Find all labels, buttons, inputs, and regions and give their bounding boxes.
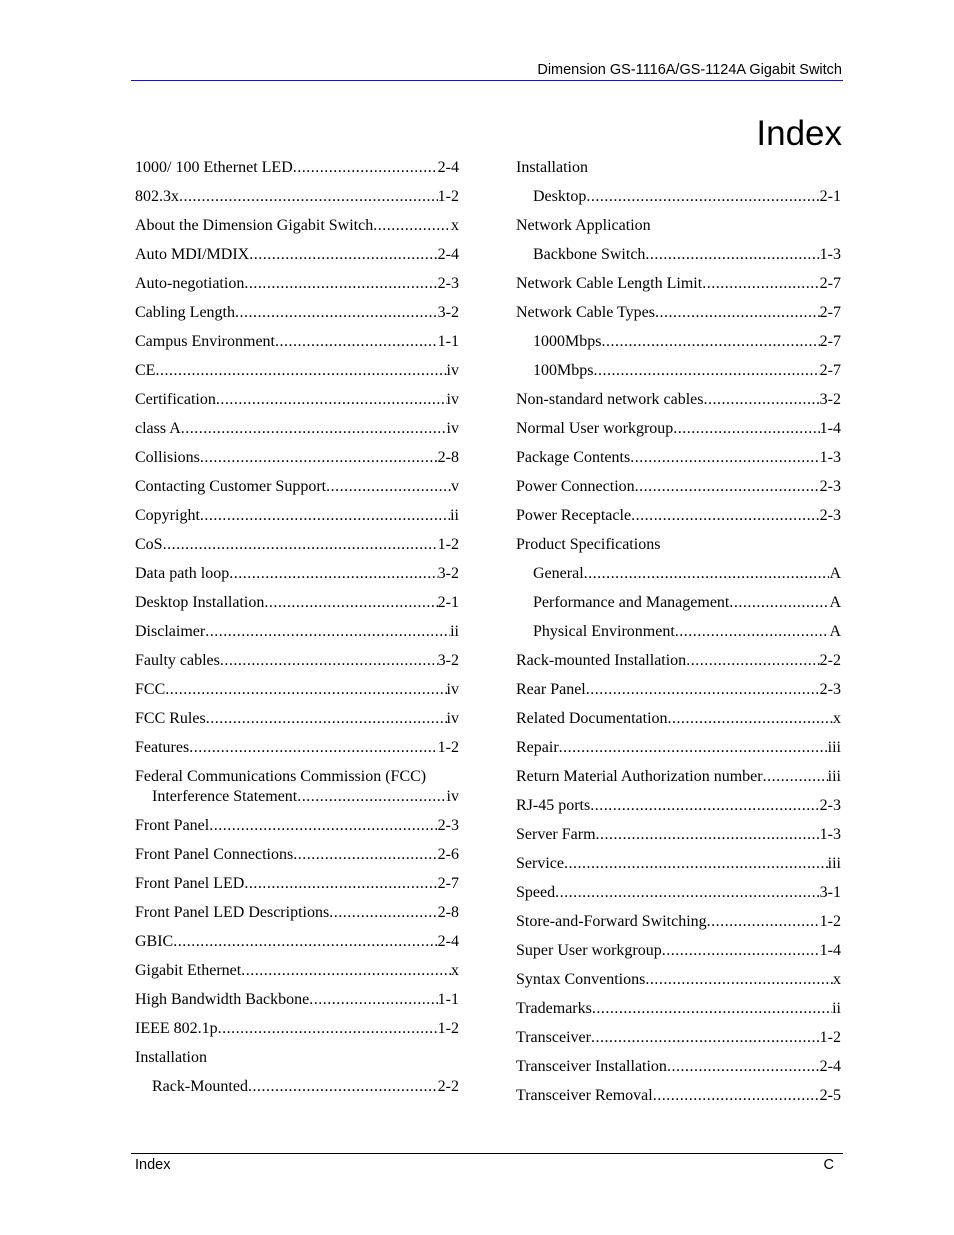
index-entry[interactable] (135, 709, 459, 729)
index-entry-page: 3-2 (819, 391, 841, 408)
dot-leader (729, 593, 829, 613)
index-entry-page: 2-7 (819, 362, 841, 379)
index-entry-label: Performance and Management (533, 594, 730, 611)
header-title: Dimension GS-1116A/GS-1124A Gigabit Switch (537, 62, 842, 78)
dot-leader (189, 738, 437, 758)
index-entry-page: 2-3 (437, 817, 459, 834)
index-entry[interactable] (516, 274, 841, 294)
index-entry-label: Campus Environment (135, 333, 275, 350)
dot-leader (205, 622, 450, 642)
dot-leader (220, 651, 438, 671)
index-entry-page: x (451, 962, 459, 979)
index-entry-page: ii (450, 623, 459, 640)
index-entry-page: x (833, 710, 841, 727)
index-heading: Installation (516, 159, 588, 176)
index-entry-label: Transceiver (516, 1029, 591, 1046)
index-entry-label: Normal User workgroup (516, 420, 674, 437)
dot-leader (275, 332, 438, 352)
index-entry-page: iv (446, 420, 459, 437)
dot-leader (206, 709, 447, 729)
dot-leader (668, 709, 833, 729)
index-entry-page: A (829, 623, 841, 640)
index-entry[interactable] (135, 564, 459, 584)
index-entry-label: Desktop Installation (135, 594, 265, 611)
index-entry[interactable] (516, 1057, 841, 1077)
index-entry-label: Front Panel Connections (135, 846, 294, 863)
dot-leader (165, 680, 446, 700)
footer-rule (131, 1153, 843, 1154)
index-entry-continuation-line (135, 787, 459, 807)
index-entry[interactable] (135, 874, 459, 894)
index-entry[interactable] (516, 303, 841, 323)
index-entry-label: FCC (135, 681, 166, 698)
dot-leader (635, 477, 820, 497)
index-entry-label: GBIC (135, 933, 174, 950)
dot-leader (229, 564, 437, 584)
index-entry-label: Collisions (135, 449, 200, 466)
index-entry-page: 3-2 (437, 652, 459, 669)
dot-leader (673, 419, 819, 439)
index-entry-page: 2-1 (819, 188, 841, 205)
index-entry-label: 802.3x (135, 188, 179, 205)
index-entry[interactable] (516, 709, 841, 729)
index-entry-label: Auto-negotiation (135, 275, 245, 292)
index-entry[interactable] (516, 506, 841, 526)
dot-leader (645, 970, 833, 990)
index-entry-page: 1-2 (437, 739, 459, 756)
index-subentry[interactable] (516, 593, 841, 613)
dot-leader (655, 303, 820, 323)
index-entry-page: 1-1 (437, 333, 459, 350)
index-entry[interactable] (516, 970, 841, 990)
index-entry[interactable] (135, 390, 459, 410)
index-heading: Installation (135, 1049, 207, 1066)
index-entry-label: 1000Mbps (533, 333, 602, 350)
index-entry-page: ii (450, 507, 459, 524)
dot-leader (373, 216, 451, 236)
dot-leader (326, 477, 451, 497)
dot-leader (596, 825, 820, 845)
index-entry-page: 2-8 (437, 904, 459, 921)
index-entry-page: 1-2 (819, 1029, 841, 1046)
index-entry-page: 1-3 (819, 449, 841, 466)
dot-leader (662, 941, 820, 961)
index-entry[interactable] (135, 932, 459, 952)
index-entry[interactable] (135, 903, 459, 923)
dot-leader (586, 187, 819, 207)
dot-leader (593, 361, 819, 381)
index-entry-page: 2-2 (437, 1078, 459, 1095)
index-entry-page: 2-7 (819, 333, 841, 350)
index-entry-page: 2-5 (819, 1087, 841, 1104)
index-entry[interactable] (516, 419, 841, 439)
index-entry-label: Copyright (135, 507, 200, 524)
index-entry[interactable] (135, 303, 459, 323)
index-entry-page: 2-7 (819, 304, 841, 321)
index-entry-page: A (829, 565, 841, 582)
dot-leader (631, 506, 820, 526)
dot-leader (181, 419, 447, 439)
index-entry-label: About the Dimension Gigabit Switch (135, 217, 374, 234)
index-entry-label: Front Panel LED (135, 875, 245, 892)
dot-leader (244, 874, 437, 894)
index-entry-label: Repair (516, 739, 559, 756)
dot-leader (248, 1077, 438, 1097)
index-entry-label: Rack-mounted Installation (516, 652, 687, 669)
dot-leader (155, 361, 446, 381)
index-subentry[interactable] (135, 1077, 459, 1097)
index-entry-label-continued: Interference Statement (152, 788, 298, 805)
dot-leader (675, 622, 830, 642)
index-entry[interactable] (516, 825, 841, 845)
index-entry-page: 1-2 (437, 536, 459, 553)
index-entry-label: Return Material Authorization number (516, 768, 763, 785)
index-subentry[interactable] (516, 564, 841, 584)
index-entry[interactable] (516, 912, 841, 932)
index-entry-label: Super User workgroup (516, 942, 662, 959)
index-entry-page: 1-2 (819, 913, 841, 930)
index-entry[interactable] (516, 767, 841, 787)
index-entry-page: x (833, 971, 841, 988)
index-entry[interactable] (516, 477, 841, 497)
index-entry-page: 1-2 (437, 1020, 459, 1037)
index-entry[interactable] (135, 448, 459, 468)
index-entry-label: Trademarks (516, 1000, 592, 1017)
index-entry-page: 2-3 (819, 797, 841, 814)
index-entry-page: 2-7 (819, 275, 841, 292)
header-rule (131, 80, 843, 81)
dot-leader (555, 883, 820, 903)
index-entry[interactable] (135, 506, 459, 526)
index-heading: Network Application (516, 217, 651, 234)
index-entry-label: High Bandwidth Backbone (135, 991, 310, 1008)
index-entry-page: 1-3 (819, 246, 841, 263)
dot-leader (241, 961, 451, 981)
dot-leader (702, 274, 819, 294)
index-entry-page: 3-2 (437, 304, 459, 321)
index-entry[interactable] (516, 390, 841, 410)
index-entry-page: 2-3 (819, 478, 841, 495)
dot-leader (329, 903, 437, 923)
index-entry[interactable] (135, 961, 459, 981)
index-entry-page: iv (446, 788, 459, 805)
index-entry-page: x (451, 217, 459, 234)
index-entry[interactable] (516, 448, 841, 468)
index-entry-page: iii (827, 739, 841, 756)
index-subentry[interactable] (516, 187, 841, 207)
footer-page-number: C (823, 1157, 834, 1173)
index-heading: Product Specifications (516, 536, 661, 553)
index-entry-label: Related Documentation (516, 710, 668, 727)
index-entry-page: 2-8 (437, 449, 459, 466)
index-entry-label: Disclaimer (135, 623, 206, 640)
index-entry[interactable] (135, 332, 459, 352)
index-entry-page: iii (827, 768, 841, 785)
index-entry-label: Auto MDI/MDIX (135, 246, 250, 263)
dot-leader (630, 448, 819, 468)
index-entry-label: Contacting Customer Support (135, 478, 327, 495)
index-entry[interactable] (135, 845, 459, 865)
dot-leader (200, 448, 438, 468)
index-subentry[interactable] (516, 622, 841, 642)
dot-leader (763, 767, 828, 787)
index-entry-page: 2-6 (437, 846, 459, 863)
dot-leader (309, 990, 437, 1010)
index-entry[interactable] (516, 999, 841, 1019)
index-entry-label: Front Panel LED Descriptions (135, 904, 330, 921)
index-entry[interactable] (516, 1028, 841, 1048)
index-entry-label: Service (516, 855, 564, 872)
index-entry-label: Speed (516, 884, 556, 901)
index-subentry[interactable] (516, 332, 841, 352)
index-entry-page: 2-4 (437, 159, 459, 176)
index-entry[interactable] (135, 419, 459, 439)
index-entry-label: Features (135, 739, 190, 756)
index-entry-label: Backbone Switch (533, 246, 646, 263)
index-entry[interactable] (135, 158, 459, 178)
index-entry-page: 2-1 (437, 594, 459, 611)
index-entry-label: Desktop (533, 188, 587, 205)
index-entry-page: iv (446, 710, 459, 727)
dot-leader (200, 506, 450, 526)
index-entry-label: Cabling Length (135, 304, 235, 321)
index-entry-page: 3-1 (819, 884, 841, 901)
index-entry-page: ii (832, 1000, 841, 1017)
dot-leader (293, 158, 438, 178)
index-subentry[interactable] (516, 245, 841, 265)
index-entry-label: Network Cable Types (516, 304, 655, 321)
index-entry-page: v (451, 478, 459, 495)
index-entry-page: 2-4 (819, 1058, 841, 1075)
index-entry[interactable] (516, 883, 841, 903)
index-entry[interactable] (135, 216, 459, 236)
index-entry-page: 2-3 (437, 275, 459, 292)
dot-leader (218, 1019, 438, 1039)
index-entry-label: Physical Environment (533, 623, 675, 640)
index-entry[interactable] (135, 187, 459, 207)
index-entry-label: Rear Panel (516, 681, 586, 698)
index-entry-label: Certification (135, 391, 216, 408)
index-entry[interactable] (516, 796, 841, 816)
dot-leader (264, 593, 437, 613)
index-left-column (135, 158, 459, 1106)
index-subentry[interactable] (516, 361, 841, 381)
index-entry[interactable] (135, 245, 459, 265)
page-title: Index (756, 114, 842, 153)
index-entry[interactable] (135, 651, 459, 671)
index-entry-label: Network Cable Length Limit (516, 275, 703, 292)
dot-leader (592, 999, 832, 1019)
index-entry[interactable] (516, 1086, 841, 1106)
dot-leader (601, 332, 819, 352)
index-entry-label: Faulty cables (135, 652, 220, 669)
dot-leader (590, 796, 819, 816)
index-entry-label: class A (135, 420, 181, 437)
index-entry-label: Federal Communications Commission (FCC) (135, 768, 427, 785)
index-entry[interactable] (516, 651, 841, 671)
index-entry[interactable] (516, 680, 841, 700)
index-entry-page: 1-3 (819, 826, 841, 843)
index-entry-page: 2-4 (437, 933, 459, 950)
dot-leader (173, 932, 437, 952)
dot-leader (244, 274, 437, 294)
index-entry[interactable] (516, 941, 841, 961)
index-entry-page: 1-1 (437, 991, 459, 1008)
dot-leader (559, 738, 828, 758)
index-entry[interactable] (516, 854, 841, 874)
index-entry[interactable] (135, 1019, 459, 1039)
index-entry[interactable] (135, 622, 459, 642)
index-entry[interactable] (135, 680, 459, 700)
index-entry-label: FCC Rules (135, 710, 206, 727)
index-entry[interactable] (135, 738, 459, 758)
index-entry-page: iv (446, 362, 459, 379)
index-entry-label: Transceiver Installation (516, 1058, 667, 1075)
dot-leader (591, 1028, 820, 1048)
index-entry-label: Front Panel (135, 817, 210, 834)
index-entry-label: Data path loop (135, 565, 230, 582)
dot-leader (216, 390, 447, 410)
index-entry-page: 2-2 (819, 652, 841, 669)
index-entry-page: 2-4 (437, 246, 459, 263)
index-entry-label: CoS (135, 536, 163, 553)
dot-leader (209, 816, 437, 836)
index-entry-page: iv (446, 391, 459, 408)
index-entry-label: Syntax Conventions (516, 971, 646, 988)
index-entry-page: 1-4 (819, 420, 841, 437)
index-entry-label: Gigabit Ethernet (135, 962, 242, 979)
index-entry-label: Rack-Mounted (152, 1078, 248, 1095)
dot-leader (584, 564, 830, 584)
dot-leader (707, 912, 820, 932)
index-entry-label: Non-standard network cables (516, 391, 704, 408)
dot-leader (235, 303, 438, 323)
dot-leader (564, 854, 828, 874)
index-entry-page: 2-7 (437, 875, 459, 892)
index-entry-page: iv (446, 681, 459, 698)
index-entry[interactable] (135, 990, 459, 1010)
index-entry-page: 1-4 (819, 942, 841, 959)
index-entry-label: General (533, 565, 584, 582)
dot-leader (653, 1086, 820, 1106)
index-entry-page: 3-2 (437, 565, 459, 582)
index-entry[interactable] (135, 361, 459, 381)
index-entry-label: Store-and-Forward Switching (516, 913, 707, 930)
dot-leader (686, 651, 819, 671)
index-entry-label: Server Farm (516, 826, 596, 843)
index-entry-label: RJ-45 ports (516, 797, 591, 814)
dot-leader (297, 787, 446, 807)
index-entry[interactable] (135, 767, 459, 807)
dot-leader (179, 187, 438, 207)
index-right-column (516, 158, 841, 1115)
index-entry-label: Package Contents (516, 449, 631, 466)
index-entry[interactable] (135, 274, 459, 294)
dot-leader (293, 845, 437, 865)
index-entry-label: 1000/ 100 Ethernet LED (135, 159, 293, 176)
dot-leader (249, 245, 437, 265)
index-entry-label: Power Connection (516, 478, 635, 495)
footer-section-name: Index (135, 1157, 171, 1173)
index-entry-label: 100Mbps (533, 362, 594, 379)
dot-leader (586, 680, 820, 700)
dot-leader (667, 1057, 820, 1077)
index-entry-page: 2-3 (819, 507, 841, 524)
index-entry-page: 1-2 (437, 188, 459, 205)
index-entry-label: IEEE 802.1p (135, 1020, 218, 1037)
index-entry-page: A (829, 594, 841, 611)
index-entry[interactable] (516, 738, 841, 758)
dot-leader (645, 245, 819, 265)
index-entry-page: iii (827, 855, 841, 872)
index-entry-label: Power Receptacle (516, 507, 632, 524)
index-entry[interactable] (135, 535, 459, 555)
index-entry-label: CE (135, 362, 156, 379)
index-entry-page: 2-3 (819, 681, 841, 698)
dot-leader (704, 390, 820, 410)
dot-leader (163, 535, 438, 555)
index-entry[interactable] (135, 477, 459, 497)
index-entry[interactable] (135, 593, 459, 613)
index-entry-label: Transceiver Removal (516, 1087, 653, 1104)
index-entry[interactable] (135, 816, 459, 836)
